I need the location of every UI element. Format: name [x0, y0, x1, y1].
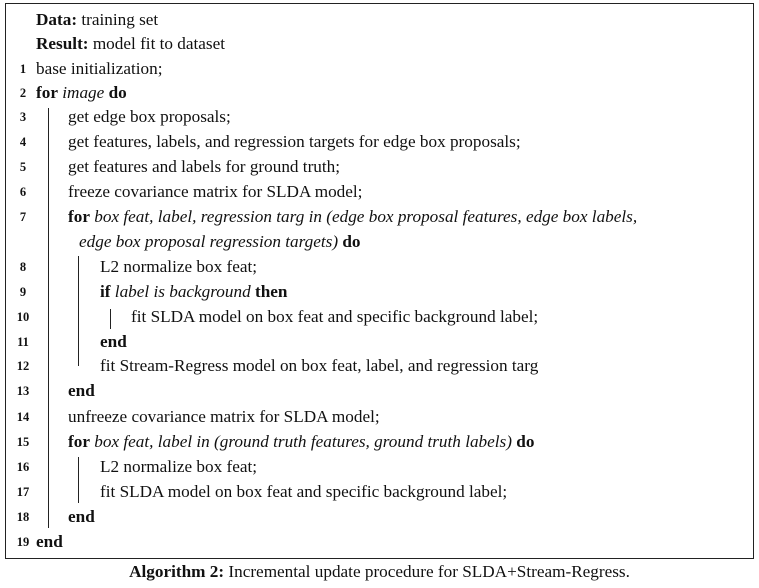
- keyword: end: [68, 381, 95, 400]
- keyword: end: [100, 332, 127, 351]
- line-text: [100, 354, 538, 378]
- code-text: box feat, label, regression targ in (edge box proposal features, edge box labels,: [94, 207, 638, 226]
- line-number: 8: [19, 260, 27, 274]
- line-number: 13: [16, 384, 30, 398]
- block-bar: [78, 256, 79, 366]
- line-number: 4: [19, 135, 27, 149]
- code-text: L2 normalize box feat;: [100, 257, 258, 276]
- line-text: [36, 530, 63, 554]
- result-label: Result:: [36, 34, 89, 53]
- line-number: 7: [19, 210, 27, 224]
- line-text: [36, 81, 127, 105]
- caption-label: Algorithm 2:: [129, 562, 225, 581]
- keyword: end: [36, 532, 63, 551]
- line-text: [79, 230, 361, 254]
- code-text: image: [62, 83, 105, 102]
- line-text: [68, 130, 521, 154]
- keyword: then: [254, 282, 288, 301]
- caption-text: Incremental update procedure for SLDA+Stream-Regress.: [224, 562, 630, 581]
- line-number: 15: [16, 435, 30, 449]
- line-text: [100, 480, 507, 504]
- code-text: fit SLDA model on box feat and specific background label;: [100, 482, 508, 501]
- line-text: [68, 155, 340, 179]
- line-text: [68, 430, 534, 454]
- line-number: 5: [19, 160, 27, 174]
- line-text: [100, 255, 257, 279]
- line-number: 9: [19, 285, 27, 299]
- code-text: box feat, label in (ground truth features, ground truth labels): [94, 432, 512, 451]
- line-number: 18: [16, 510, 30, 524]
- line-number: 10: [16, 310, 30, 324]
- line-number: 14: [16, 410, 30, 424]
- line-number: 2: [19, 86, 27, 100]
- line-text: [68, 405, 380, 429]
- line-text: [131, 305, 538, 329]
- line-number: 12: [16, 359, 30, 373]
- code-text: get features and labels for ground truth;: [68, 157, 341, 176]
- line-number: 1: [19, 62, 27, 76]
- result-value: model fit to dataset: [88, 34, 226, 53]
- line-number: 17: [16, 485, 30, 499]
- keyword: end: [68, 507, 95, 526]
- block-bar: [48, 108, 49, 528]
- keyword: do: [516, 432, 535, 451]
- line-text: [68, 105, 231, 129]
- line-text: [68, 379, 95, 403]
- keyword: if: [100, 282, 111, 301]
- algorithm-box: [5, 3, 754, 559]
- line-text: [68, 205, 637, 229]
- code-text: get features, labels, and regression targets for edge box proposals;: [68, 132, 521, 151]
- keyword: for: [68, 207, 90, 226]
- line-text: [36, 57, 162, 81]
- algorithm-caption: [0, 560, 759, 584]
- line-number: 6: [19, 185, 27, 199]
- keyword: for: [36, 83, 58, 102]
- code-text: label is background: [114, 282, 251, 301]
- line-number: 19: [16, 535, 30, 549]
- data-value: training set: [77, 10, 159, 29]
- line-number: 16: [16, 460, 30, 474]
- line-number: 11: [17, 335, 29, 349]
- code-text: fit Stream-Regress model on box feat, label, and regression targ: [100, 356, 539, 375]
- line-text: [68, 180, 362, 204]
- code-text: unfreeze covariance matrix for SLDA model;: [68, 407, 380, 426]
- block-bar: [110, 309, 111, 329]
- line-text: [68, 505, 95, 529]
- code-text: fit SLDA model on box feat and specific background label;: [131, 307, 539, 326]
- keyword: do: [342, 232, 361, 251]
- line-number: 3: [19, 110, 27, 124]
- code-text: edge box proposal regression targets): [79, 232, 339, 251]
- keyword: for: [68, 432, 90, 451]
- line-text: [100, 330, 127, 354]
- code-text: base initialization;: [36, 59, 163, 78]
- code-text: L2 normalize box feat;: [100, 457, 258, 476]
- data-label: Data:: [36, 10, 78, 29]
- line-text: [100, 455, 257, 479]
- block-bar: [78, 457, 79, 503]
- code-text: freeze covariance matrix for SLDA model;: [68, 182, 363, 201]
- keyword: do: [108, 83, 127, 102]
- line-text: [100, 280, 287, 304]
- code-text: get edge box proposals;: [68, 107, 231, 126]
